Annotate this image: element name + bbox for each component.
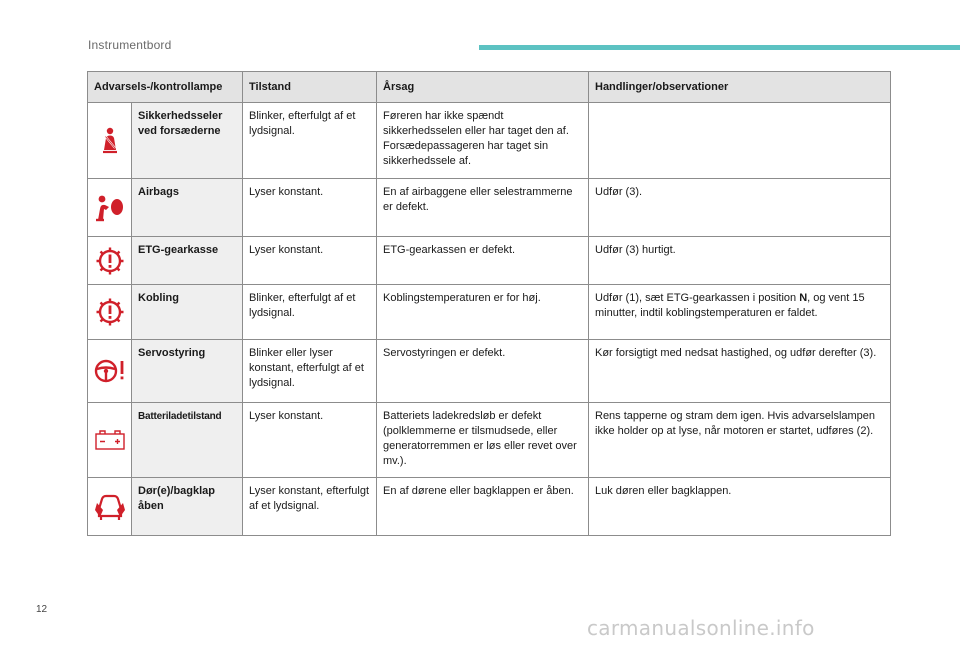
gearbox-warning-icon <box>94 245 126 277</box>
icon-cell <box>88 179 132 237</box>
column-header-cause: Årsag <box>377 72 589 103</box>
lamp-action: Udfør (3). <box>589 179 891 237</box>
lamp-action: Luk døren eller bagklappen. <box>589 478 891 536</box>
battery-icon <box>94 429 126 451</box>
action-text-before: Udfør (1), sæt ETG-gearkassen i position <box>595 292 800 304</box>
lamp-cause: En af airbaggene eller selestrammerne er defekt. <box>377 179 589 237</box>
airbag-icon <box>93 193 127 223</box>
table-row <box>88 478 891 536</box>
icon-cell <box>88 103 132 179</box>
lamp-action: Udfør (3) hurtigt. <box>589 237 891 285</box>
lamp-action <box>589 103 891 179</box>
warning-lights-table <box>87 71 891 536</box>
table-header-row <box>88 72 891 103</box>
page-number: 12 <box>36 604 48 615</box>
lamp-cause: Servostyringen er defekt. <box>377 340 589 403</box>
action-text-after: , og vent 15 minutter, indtil koblingstemperaturen er faldet. <box>595 292 865 319</box>
icon-cell <box>88 237 132 285</box>
clutch-warning-icon <box>94 296 126 328</box>
lamp-name: Sikkerhedsseler ved forsæderne <box>132 103 243 179</box>
icon-cell <box>88 285 132 340</box>
table-row <box>88 340 891 403</box>
lamp-action: Rens tapperne og stram dem igen. Hvis advarselslampen ikke holder op at lyse, når motoren er startet, udføres (2). <box>589 403 891 478</box>
power-steering-icon <box>93 357 127 385</box>
table-row <box>88 179 891 237</box>
table-row <box>88 403 891 478</box>
lamp-action: Kør forsigtigt med nedsat hastighed, og udfør derefter (3). <box>589 340 891 403</box>
lamp-state: Lyser konstant. <box>243 237 377 285</box>
lamp-cause: Føreren har ikke spændt sikkerhedsselen eller har taget den af. Forsædepassageren har taget sin sikkerhedssele af. <box>377 103 589 179</box>
lamp-name: Kobling <box>132 285 243 340</box>
table-row <box>88 285 891 340</box>
lamp-name: ETG-gearkasse <box>132 237 243 285</box>
lamp-name: Airbags <box>132 179 243 237</box>
lamp-cause: ETG-gearkassen er defekt. <box>377 237 589 285</box>
column-header-state: Tilstand <box>243 72 377 103</box>
icon-cell <box>88 403 132 478</box>
lamp-name: Servostyring <box>132 340 243 403</box>
header-accent-bar <box>479 45 960 50</box>
icon-cell <box>88 340 132 403</box>
table-row <box>88 237 891 285</box>
lamp-state: Blinker, efterfulgt af et lydsignal. <box>243 103 377 179</box>
table-row <box>88 103 891 179</box>
action-text-bold: N <box>799 292 808 304</box>
lamp-cause: En af dørene eller bagklappen er åben. <box>377 478 589 536</box>
icon-cell <box>88 478 132 536</box>
lamp-name: Batteriladetilstand <box>132 403 243 478</box>
lamp-cause: Koblingstemperaturen er for høj. <box>377 285 589 340</box>
section-title: Instrumentbord <box>88 38 172 52</box>
lamp-state: Blinker, efterfulgt af et lydsignal. <box>243 285 377 340</box>
seatbelt-icon <box>95 126 125 156</box>
lamp-state: Blinker eller lyser konstant, efterfulgt af et lydsignal. <box>243 340 377 403</box>
door-open-icon <box>93 491 127 523</box>
lamp-cause: Batteriets ladekredsløb er defekt (polklemmerne er tilsmudsede, eller generatorremmen er løs eller revet over mv.). <box>377 403 589 478</box>
watermark-text: carmanualsonline.info <box>587 616 815 640</box>
column-header-action: Handlinger/observationer <box>589 72 891 103</box>
lamp-state: Lyser konstant. <box>243 179 377 237</box>
lamp-action <box>589 285 891 340</box>
lamp-state: Lyser konstant, efterfulgt af et lydsignal. <box>243 478 377 536</box>
column-header-lamp: Advarsels-/kontrollampe <box>88 72 243 103</box>
lamp-name: Dør(e)/bagklap åben <box>132 478 243 536</box>
lamp-state: Lyser konstant. <box>243 403 377 478</box>
